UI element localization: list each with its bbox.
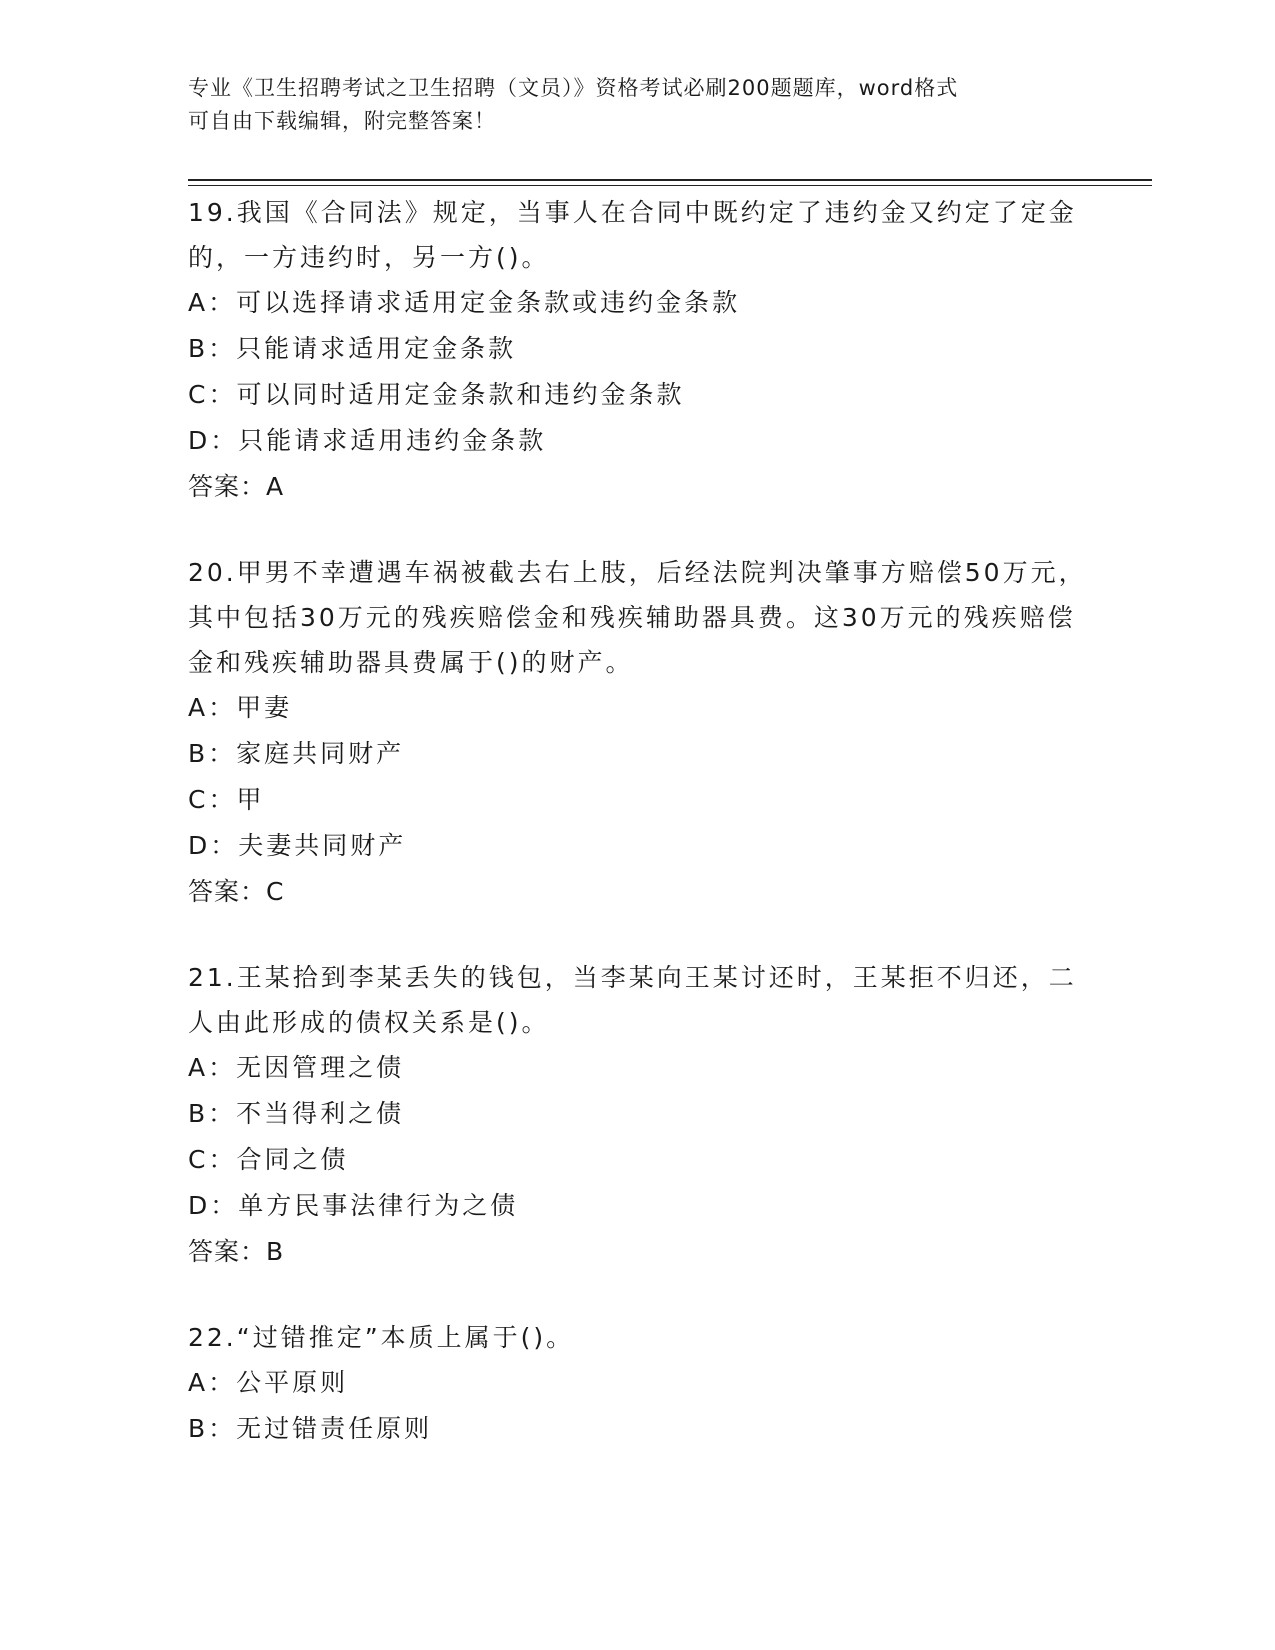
document-header — [188, 72, 1068, 138]
option-b: B：无过错责任原则 — [188, 1414, 433, 1443]
option-a: A：可以选择请求适用定金条款或违约金条款 — [188, 288, 741, 317]
question-list — [188, 190, 1088, 1452]
question-stem: 19.我国《合同法》规定，当事人在合同中既约定了违约金又约定了定金的，一方违约时，另一方()。 — [188, 198, 1077, 272]
option-b: B：家庭共同财产 — [188, 739, 405, 768]
option-a: A：甲妻 — [188, 693, 293, 722]
option-d: D：单方民事法律行为之债 — [188, 1191, 519, 1220]
header-line-2: 可自由下载编辑，附完整答案！ — [188, 109, 496, 133]
question-stem: 21.王某拾到李某丢失的钱包，当李某向王某讨还时，王某拒不归还，二人由此形成的债权关系是()。 — [188, 963, 1077, 1037]
question-stem: 22.“过错推定”本质上属于()。 — [188, 1323, 575, 1352]
answer-line: 答案：C — [188, 877, 285, 906]
question-item — [188, 955, 1088, 1275]
question-item — [188, 550, 1088, 915]
question-stem: 20.甲男不幸遭遇车祸被截去右上肢，后经法院判决肇事方赔偿50万元，其中包括30万元的残疾赔偿金和残疾辅助器具费。这30万元的残疾赔偿金和残疾辅助器具费属于()的财产。 — [188, 558, 1087, 677]
option-c: C：甲 — [188, 785, 265, 814]
option-b: B：不当得利之债 — [188, 1099, 405, 1128]
option-d: D：夫妻共同财产 — [188, 831, 407, 860]
option-c: C：可以同时适用定金条款和违约金条款 — [188, 380, 685, 409]
header-divider-thick — [188, 179, 1152, 181]
question-item — [188, 1315, 1088, 1452]
option-a: A：无因管理之债 — [188, 1053, 405, 1082]
answer-line: 答案：B — [188, 1237, 285, 1266]
header-divider-thin — [188, 185, 1152, 186]
answer-line: 答案：A — [188, 472, 285, 501]
option-d: D：只能请求适用违约金条款 — [188, 426, 547, 455]
header-line-1: 专业《卫生招聘考试之卫生招聘（文员）》资格考试必刷200题题库，word格式 — [188, 76, 959, 100]
option-b: B：只能请求适用定金条款 — [188, 334, 517, 363]
option-c: C：合同之债 — [188, 1145, 349, 1174]
question-item — [188, 190, 1088, 510]
option-a: A：公平原则 — [188, 1368, 349, 1397]
